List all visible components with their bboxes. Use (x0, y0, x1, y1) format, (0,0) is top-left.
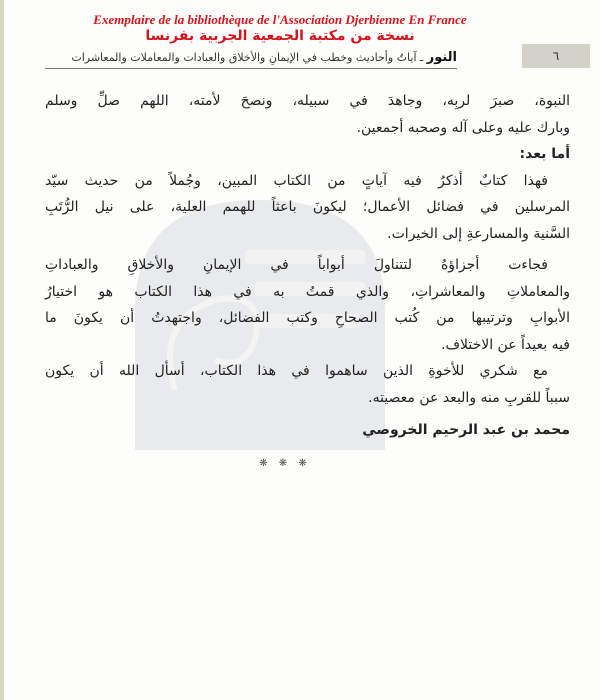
text-line: وبارك عليه وعلى آله وصحبه أجمعين. (356, 119, 570, 136)
text-line: فيه بعيداً عن الاختلاف. (441, 336, 570, 353)
paragraph (45, 252, 570, 358)
scan-edge (0, 0, 4, 700)
library-stamp-arabic: نسخة من مكتبة الجمعية الجربية بفرنسا (145, 28, 415, 44)
text-line: النبوة، صبرَ لربِه، وجاهدَ في سبيله، ونصحَ لأمته، اللهم صلِّ وسلم (45, 93, 570, 109)
text-line: سبباً للقربِ منه والبعد عن معصيته. (368, 389, 570, 406)
text-line: السَّنية والمسارعةِ إلى الخيرات. (387, 225, 570, 242)
section-heading (45, 141, 570, 168)
text-line: المرسلين في فضائل الأعمال؛ ليكونَ باعثاً للهمم العلية، على نيل الرُّتَبِ (45, 199, 570, 215)
paragraph (45, 358, 570, 411)
paragraph (45, 168, 570, 248)
book-title: النور (426, 50, 457, 65)
author-signature: محمد بن عبد الرحيم الخروصي (362, 422, 570, 438)
running-head (45, 49, 457, 67)
text-line: الأبوابِ وترتيبها من كُتب الصحاحِ وكتب الفضائل، واجتهدتُ أن يكونَ ما (45, 310, 570, 326)
section-separator: ❋ ❋ ❋ (259, 458, 311, 469)
text-line: مع شكري للأخوةِ الذين ساهموا في هذا الكتاب، أسأل الله أن يكون (45, 363, 548, 379)
page-body (45, 88, 570, 444)
library-stamp-french: Exemplaire de la bibliothèque de l'Association Djerbienne En France (93, 12, 467, 27)
paragraph (45, 88, 570, 141)
text-line: والمعاملاتِ والمعاشراتِ، والذي قمتُ به في هذا الكتاب هو اختيارُ (45, 283, 570, 300)
text-line: فجاءت أجزاؤهُ لتتناولَ أبواباً في الإيمانِ والأخلاقِ والعباداتِ (45, 257, 548, 273)
text-line: أما بعد: (519, 146, 570, 162)
page-number: ٦ (522, 44, 590, 68)
header-rule (45, 68, 457, 69)
text-line: فهذا كتابٌ أذكرُ فيه آياتٍ من الكتاب المبين، وجُملاً من حديث سيّد (45, 172, 548, 189)
book-subtitle: ـ آياتٌ وأحاديث وخطب في الإيمانِ والأخلاق والعبادات والمعاملات والمعاشرات (71, 51, 424, 64)
